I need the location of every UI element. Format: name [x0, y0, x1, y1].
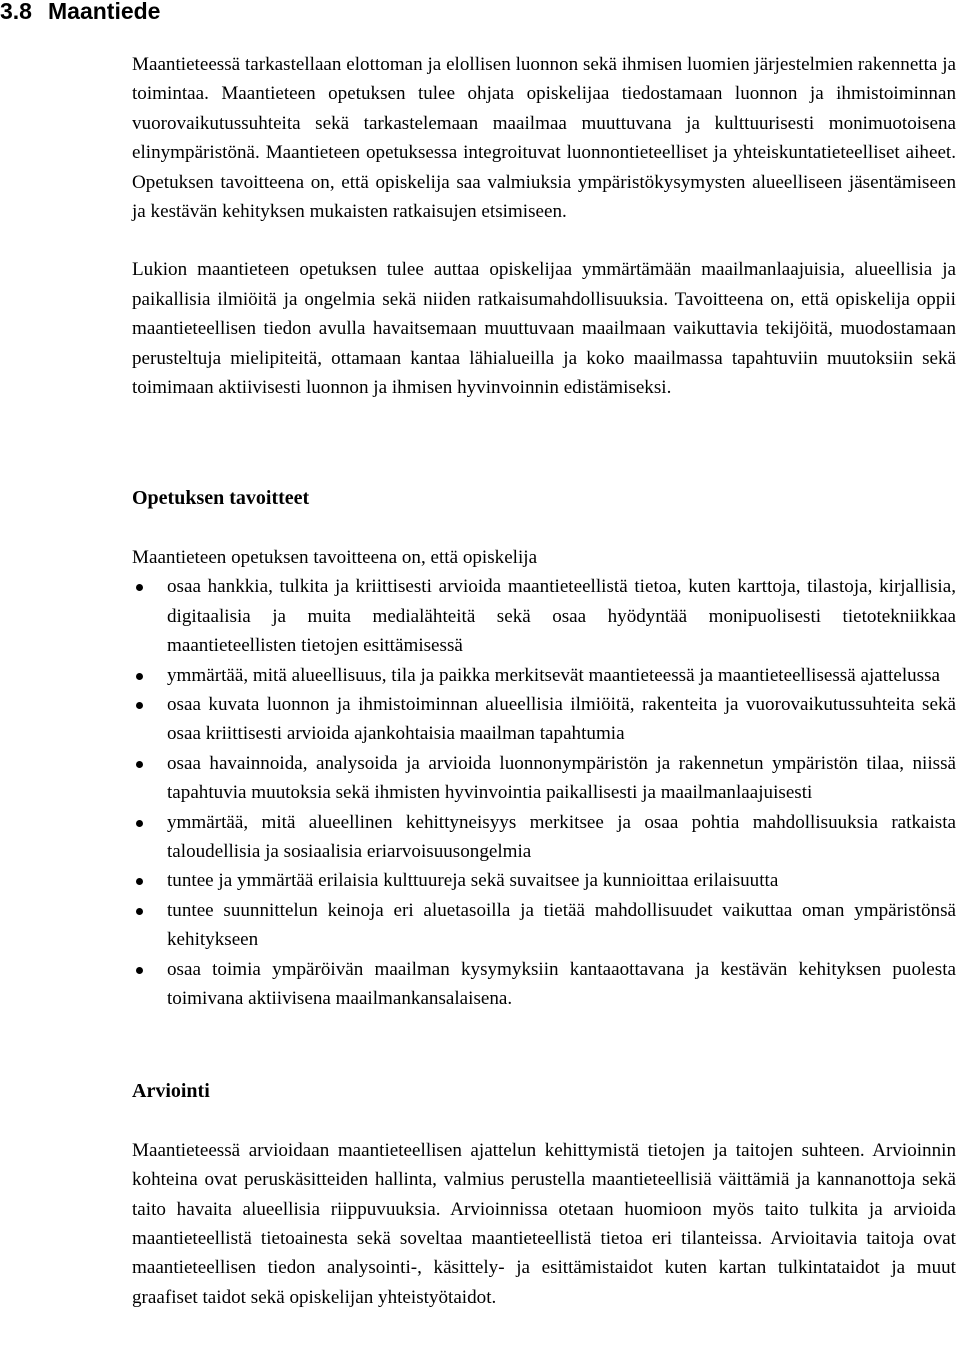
goals-heading: Opetuksen tavoitteet	[132, 487, 310, 510]
goal-text: osaa hankkia, tulkita ja kriittisesti arvioida maantieteellistä tietoa, kuten karttoja, tilastoja, kirjallisia, digitaalisia ja muita medialähteitä sekä osaa hyödyntää monipuolisesti tietotekniikkaa maantieteellisten tietojen esittämisessä	[167, 576, 956, 657]
bullet-icon	[136, 908, 143, 915]
goal-text: tuntee suunnittelun keinoja eri aluetasoilla ja tietää mahdollisuudet vaikuttaa oman ympäristönsä kehitykseen	[167, 899, 956, 951]
goal-text: osaa toimia ympäröivän maailman kysymyksiin kantaaottavana ja kestävän kehityksen puolesta toimivana aktiivisena maailmankansalaisena.	[167, 958, 956, 1009]
bullet-icon	[136, 761, 143, 768]
bullet-icon	[136, 673, 143, 680]
goal-item-4	[132, 749, 956, 808]
goal-item-8	[132, 955, 956, 1014]
goal-item-2	[132, 661, 956, 690]
intro-paragraph-1: Maantieteessä tarkastellaan elottoman ja elollisen luonnon sekä ihmisen luomien järjestelmien rakennetta ja toimintaa. Maantieteen opetuksen tulee ohjata opiskelijaa tiedostamaan luonnon ja ihmistoiminnan vuorovaikutussuhteita sekä tarkastelemaan maailmaa muuttuvana ja kulttuurisesti monimuotoisena elinympäristönä. Maantieteen opetuksessa integroituvat luonnontieteelliset ja yhteiskuntatieteelliset aiheet. Opetuksen tavoitteena on, että opiskelija saa valmiuksia ympäristökysymysten alueelliseen jäsentämiseen ja kestävän kehityksen mukaisten ratkaisujen etsimiseen.	[132, 54, 956, 223]
goals-list	[132, 572, 956, 1013]
goal-item-5	[132, 808, 956, 867]
goal-item-3	[132, 690, 956, 749]
evaluation-heading: Arviointi	[132, 1080, 210, 1103]
bullet-icon	[136, 878, 143, 885]
bullet-icon	[136, 967, 143, 974]
goal-text: osaa kuvata luonnon ja ihmistoiminnan alueellisia ilmiöitä, rakenteita ja vuorovaikutussuhteita sekä osaa kriittisesti arvioida ajankohtaisia maailman tapahtumia	[167, 693, 956, 745]
section-title: Maantiede	[48, 0, 161, 24]
bullet-icon	[136, 702, 143, 709]
evaluation-paragraph: Maantieteessä arvioidaan maantieteellisen ajattelun kehittymistä tietojen ja taitojen suhteen. Arvioinnin kohteina ovat peruskäsitteiden hallinta, valmius perustella maantieteellisiä väittämiä ja kannanottoja sekä taito havaita alueellisia riippuvuuksia. Arvioinnissa otetaan huomioon myös taito tulkita ja arvioida maantieteellistä tietoainesta sekä soveltaa maantieteellistä tietoa eri tilanteissa. Arvioitavia taitoja ovat maantieteellisen tiedon analysointi-, käsittely- ja esittämistaidot kuten kartan tulkintataidot ja muut graafiset taidot sekä opiskelijan yhteistyötaidot.	[132, 1139, 956, 1308]
goal-item-1	[132, 572, 956, 660]
bullet-icon	[136, 820, 143, 827]
goal-item-6	[132, 866, 956, 895]
goal-text: ymmärtää, mitä alueellinen kehittyneisyys merkitsee ja osaa pohtia mahdollisuuksia ratkaista taloudellisia ja sosiaalisia eriarvoisuusongelmia	[167, 811, 956, 862]
intro-paragraph-2: Lukion maantieteen opetuksen tulee auttaa opiskelijaa ymmärtämään maailmanlaajuisia, alueellisia ja paikallisia ilmiöitä ja ongelmia sekä niiden ratkaisumahdollisuuksia. Tavoitteena on, että opiskelija oppii maantieteellisen tiedon avulla havaitsemaan muuttuvaan maailmaan vaikuttavia tekijöitä, muodostamaan perusteltuja mielipiteitä, ottamaan kantaa lähialueilla ja koko maailmassa tapahtuviin muutoksiin sekä toimimaan aktiivisesti luonnon ja ihmisen hyvinvoinnin edistämiseksi.	[132, 259, 956, 399]
bullet-icon	[136, 584, 143, 591]
goal-text: tuntee ja ymmärtää erilaisia kulttuureja sekä suvaitsee ja kunnioittaa erilaisuutta	[167, 870, 779, 892]
goals-lead: Maantieteen opetuksen tavoitteena on, että opiskelija	[132, 546, 538, 568]
section-number: 3.8	[0, 0, 32, 24]
goal-text: ymmärtää, mitä alueellisuus, tila ja paikka merkitsevät maantieteessä ja maantieteellisessä ajattelussa	[167, 664, 941, 686]
goal-item-7	[132, 896, 956, 955]
section-heading	[0, 0, 160, 26]
section-body	[132, 50, 956, 1312]
goal-text: osaa havainnoida, analysoida ja arvioida luonnonympäristön ja rakennetun ympäristön tilaa, niissä tapahtuvia muutoksia sekä ihmisten hyvinvointia paikallisesti ja maailmanlaajuisesti	[167, 752, 956, 804]
